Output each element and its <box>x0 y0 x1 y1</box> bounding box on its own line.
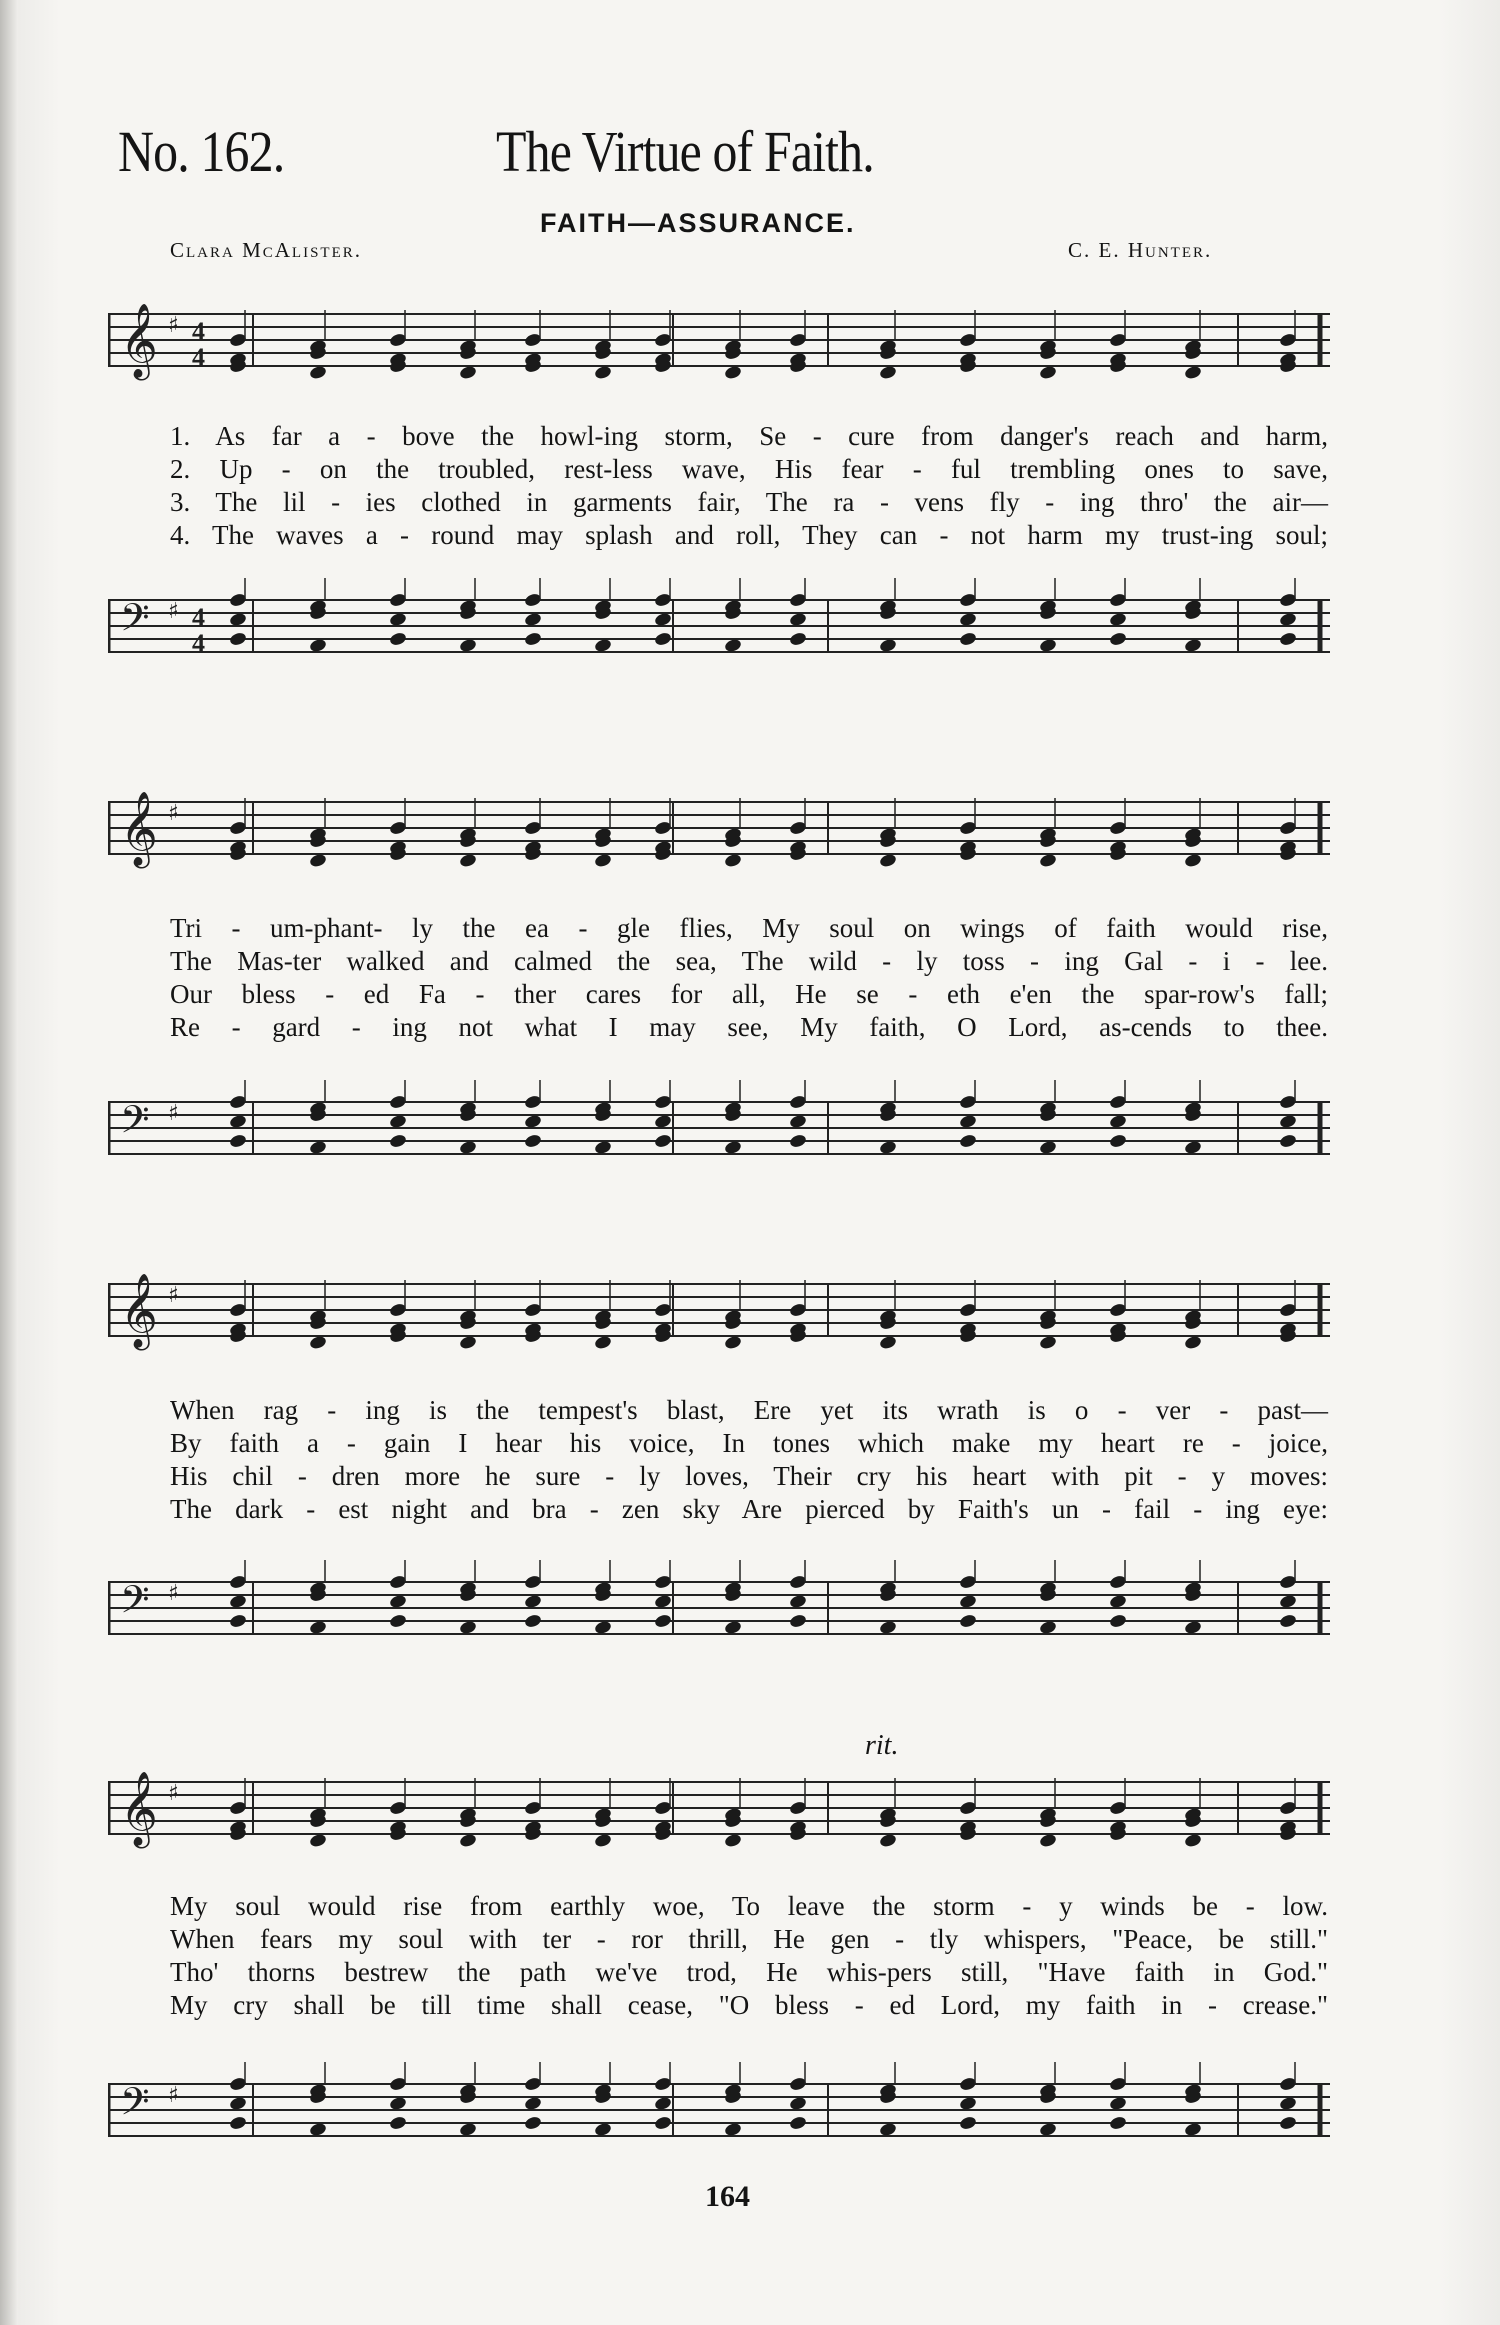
lyric-line: Re - gard - ing not what I may see, My faith, O Lord, as-cends to thee. <box>170 1012 1328 1042</box>
note-head <box>389 2115 408 2131</box>
key-signature-sharp-icon: ♯ <box>168 801 179 826</box>
ritardando-marking: rit. <box>865 1730 899 1761</box>
note-head <box>1109 2115 1128 2131</box>
book-binding-edge <box>0 0 18 2325</box>
key-signature-sharp-icon: ♯ <box>168 1781 179 1806</box>
bass-staff-4 <box>108 2062 1330 2162</box>
note-head <box>959 631 978 647</box>
lyric-line: My soul would rise from earthly woe, To leave the storm - y winds be - low. <box>170 1891 1328 1921</box>
key-signature-sharp-icon: ♯ <box>168 1283 179 1308</box>
bass-clef-icon: 𝄢 <box>120 595 150 649</box>
note-head <box>524 631 543 647</box>
note-head <box>789 2115 808 2131</box>
lyric-line: 1. As far a - bove the howl-ing storm, Se - cure from danger's reach and harm, <box>170 421 1328 451</box>
lyric-line: My cry shall be till time shall cease, "O bless - ed Lord, my faith in - crease." <box>170 1990 1328 2020</box>
bass-clef-icon: 𝄢 <box>120 2079 150 2133</box>
note-head <box>389 1133 408 1149</box>
verse-block-2 <box>170 912 1328 1044</box>
hymn-number: No. 162. <box>118 119 285 184</box>
lyric-line: When fears my soul with ter - ror thrill, He gen - tly whispers, "Peace, be still." <box>170 1924 1328 1954</box>
bass-staff-3 <box>108 1560 1330 1660</box>
key-signature-sharp-icon: ♯ <box>168 599 179 624</box>
key-signature-sharp-icon: ♯ <box>168 313 179 338</box>
bass-clef-icon: 𝄢 <box>120 1577 150 1631</box>
note-head <box>1109 1133 1128 1149</box>
bass-staff-2 <box>108 1080 1330 1180</box>
lyric-line: The Mas-ter walked and calmed the sea, The wild - ly toss - ing Gal - i - lee. <box>170 946 1328 976</box>
treble-staff-3 <box>108 1262 1330 1362</box>
lyric-line: By faith a - gain I hear his voice, In tones which make my heart re - joice, <box>170 1428 1328 1458</box>
note-head <box>229 1613 248 1629</box>
note-head <box>654 2115 673 2131</box>
note-head <box>1279 1133 1298 1149</box>
note-head <box>229 631 248 647</box>
note-head <box>389 1613 408 1629</box>
treble-clef-icon: 𝄞 <box>120 792 158 866</box>
note-head <box>654 1613 673 1629</box>
lyric-line: Tho' thorns bestrew the path we've trod, He whis-pers still, "Have faith in God." <box>170 1957 1328 1987</box>
key-signature-sharp-icon: ♯ <box>168 2083 179 2108</box>
key-signature-sharp-icon: ♯ <box>168 1101 179 1126</box>
note-head <box>959 2115 978 2131</box>
note-head <box>229 1133 248 1149</box>
time-signature-top: 4 <box>192 603 205 632</box>
treble-staff-4 <box>108 1760 1330 1860</box>
verse-block-4 <box>170 1890 1328 2022</box>
verse-block-1 <box>170 420 1328 552</box>
treble-clef-icon: 𝄞 <box>120 1274 158 1348</box>
lyric-line: Tri - um-phant- ly the ea - gle flies, My soul on wings of faith would rise, <box>170 913 1328 943</box>
note-head <box>654 1133 673 1149</box>
note-head <box>959 1613 978 1629</box>
note-head <box>789 1613 808 1629</box>
page-number: 164 <box>705 2180 750 2213</box>
note-head <box>1109 1613 1128 1629</box>
bass-staff-1 <box>108 578 1330 678</box>
note-head <box>1279 2115 1298 2131</box>
note-head <box>1279 1613 1298 1629</box>
lyric-line: 4. The waves a - round may splash and roll, They can - not harm my trust-ing soul; <box>170 520 1328 550</box>
lyric-line: Our bless - ed Fa - ther cares for all, He se - eth e'en the spar-row's fall; <box>170 979 1328 1009</box>
lyricist-credit: Clara McAlister. <box>170 238 363 262</box>
treble-staff-1 <box>108 292 1330 392</box>
note-head <box>524 1613 543 1629</box>
note-head <box>229 2115 248 2131</box>
note-head <box>524 2115 543 2131</box>
treble-staff-2 <box>108 780 1330 880</box>
note-head <box>789 631 808 647</box>
note-head <box>654 631 673 647</box>
note-head <box>959 1133 978 1149</box>
lyric-line: 2. Up - on the troubled, rest-less wave, His fear - ful trembling ones to save, <box>170 454 1328 484</box>
verse-block-3 <box>170 1394 1328 1526</box>
composer-credit: C. E. Hunter. <box>1068 238 1213 262</box>
treble-clef-icon: 𝄞 <box>120 1772 158 1846</box>
lyric-line: The dark - est night and bra - zen sky Are pierced by Faith's un - fail - ing eye: <box>170 1494 1328 1524</box>
key-signature-sharp-icon: ♯ <box>168 1581 179 1606</box>
time-signature-bottom: 4 <box>192 343 205 372</box>
treble-clef-icon: 𝄞 <box>120 304 158 378</box>
lyric-line: 3. The lil - ies clothed in garments fair, The ra - vens fly - ing thro' the air— <box>170 487 1328 517</box>
note-head <box>1109 631 1128 647</box>
bass-clef-icon: 𝄢 <box>120 1097 150 1151</box>
hymn-subtitle: FAITH—ASSURANCE. <box>540 208 856 238</box>
note-head <box>1279 631 1298 647</box>
note-head <box>789 1133 808 1149</box>
lyric-line: His chil - dren more he sure - ly loves, Their cry his heart with pit - y moves: <box>170 1461 1328 1491</box>
hymn-title: The Virtue of Faith. <box>496 119 874 184</box>
note-head <box>524 1133 543 1149</box>
lyric-line: When rag - ing is the tempest's blast, Ere yet its wrath is o - ver - past— <box>170 1395 1328 1425</box>
time-signature-bottom: 4 <box>192 629 205 658</box>
note-head <box>389 631 408 647</box>
time-signature-top: 4 <box>192 317 205 346</box>
